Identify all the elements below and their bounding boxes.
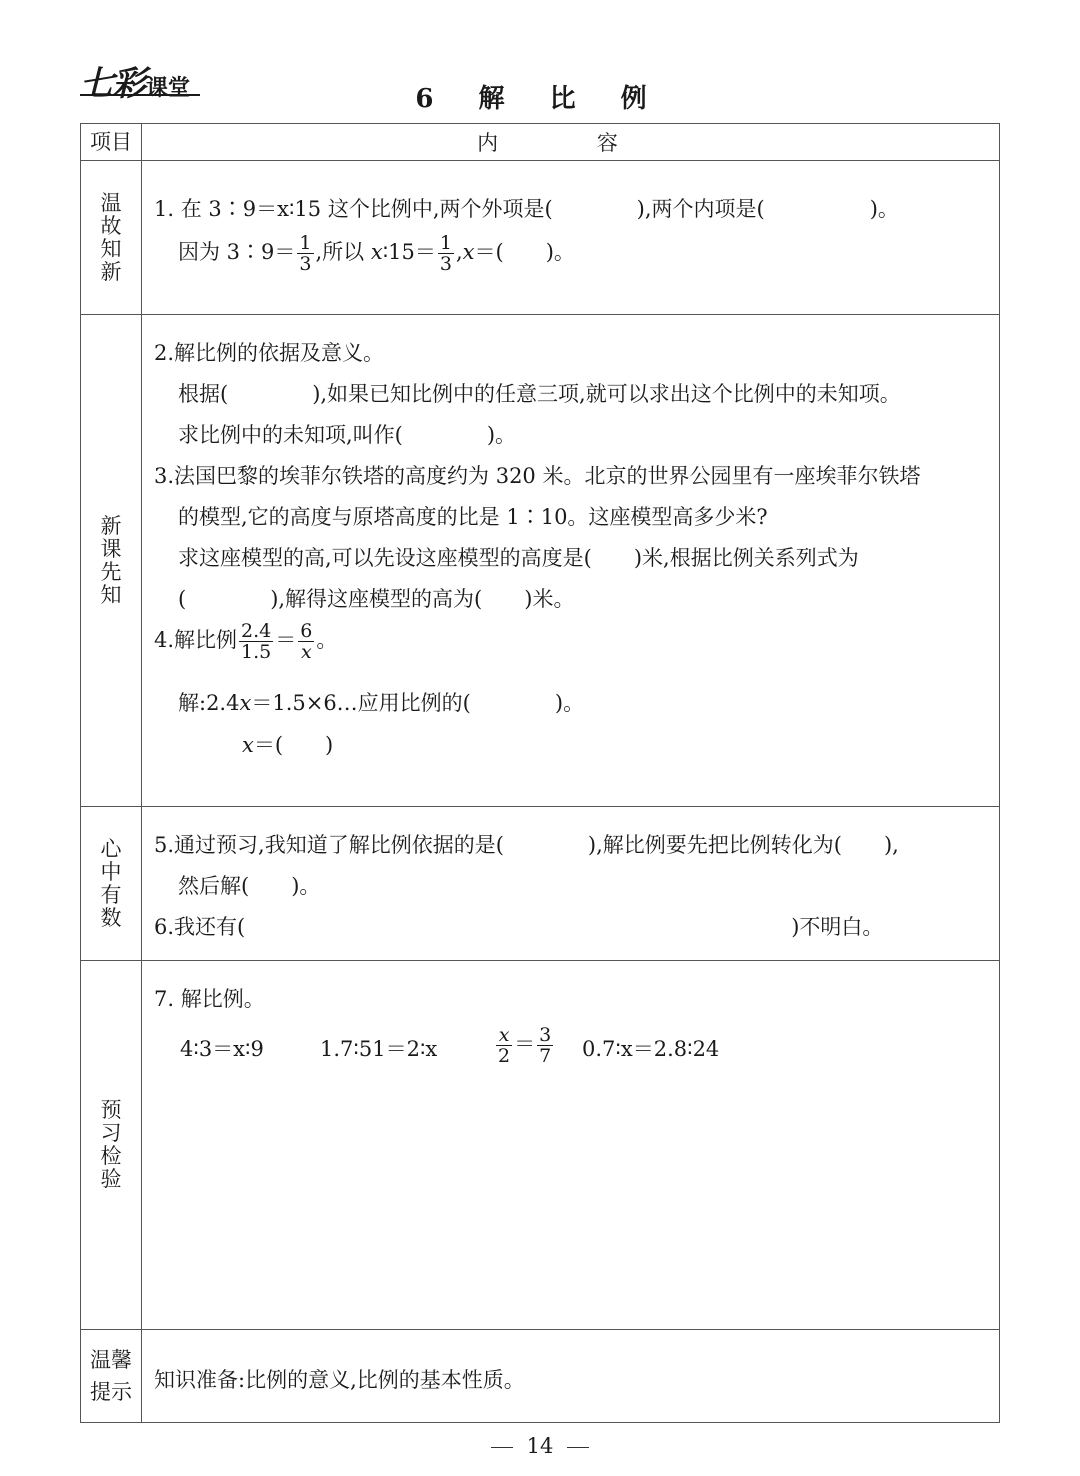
logo-sub-text: 课堂 <box>146 76 191 101</box>
fraction: $\frac{6}{x}$ <box>300 620 313 663</box>
section-content-tips <box>142 1330 1000 1423</box>
section-check <box>81 961 1000 1330</box>
equation-4: 0.7∶x＝2.8∶24 <box>582 1037 720 1061</box>
worksheet-table <box>80 123 1000 1423</box>
section-label-tips: 温馨提示 <box>90 1348 132 1404</box>
logo-brush-text: 七彩 <box>80 64 144 104</box>
equation-3: $\frac{x}{2}$ ＝ $\frac{3}{7}$ <box>498 1024 552 1067</box>
section-content-review <box>142 161 1000 315</box>
section-content-check <box>142 961 1000 1330</box>
question-2: 2.解比例的依据及意义。 <box>154 341 385 365</box>
section-label-review: 温故知新 <box>100 190 122 284</box>
section-content-mind <box>142 807 1000 961</box>
question-2-line-2: 根据( ),如果已知比例中的任意三项,就可以求出这个比例中的未知项。 <box>178 382 901 406</box>
tips-text: 知识准备:比例的意义,比例的基本性质。 <box>154 1368 525 1392</box>
section-tips <box>81 1330 1000 1423</box>
fraction: $\frac{1}{3}$ <box>299 232 312 275</box>
fraction: $\frac{3}{7}$ <box>539 1024 552 1067</box>
page-number: 14 <box>526 1434 554 1458</box>
section-content-preview <box>142 315 1000 807</box>
question-1-line-2: 因为 3∶9＝ $\frac{1}{3}$ ,所以 x∶15＝ $\frac{1}{3}$ ,x＝( )。 <box>178 232 575 275</box>
question-6: 6.我还有( )不明白。 <box>154 915 884 939</box>
question-2-line-3: 求比例中的未知项,叫作( )。 <box>178 423 517 447</box>
question-3-line-2: 的模型,它的高度与原塔高度的比是 1∶10。这座模型高多少米? <box>178 505 768 529</box>
question-4-answer: x＝( ) <box>242 733 334 757</box>
question-7: 7. 解比例。 <box>154 987 265 1011</box>
question-4: 4.解比例 $\frac{2.4}{1.5}$ ＝ $\frac{6}{x}$ 。 <box>154 620 338 663</box>
page-footer <box>0 1434 1080 1458</box>
question-1: 1. 在 3∶9＝x∶15 这个比例中,两个外项是( ),两个内项是( )。 <box>154 197 899 221</box>
question-3-line-4: ( ),解得这座模型的高为( )米。 <box>178 587 575 611</box>
section-preview <box>81 315 1000 807</box>
question-4-solution: 解:2.4x＝1.5×6…应用比例的( )。 <box>178 691 585 715</box>
fraction: $\frac{2.4}{1.5}$ <box>241 620 272 663</box>
section-mind <box>81 807 1000 961</box>
equation-2: 1.7∶51＝2∶x <box>320 1037 438 1061</box>
equation-1: 4∶3＝x∶9 <box>180 1037 264 1061</box>
fraction: $\frac{x}{2}$ <box>498 1024 511 1067</box>
table-header-row <box>81 124 1000 161</box>
section-label-check: 预习检验 <box>100 1098 122 1191</box>
section-label-preview: 新课先知 <box>100 513 122 607</box>
question-5: 5.通过预习,我知道了解比例依据的是( ),解比例要先把比例转化为( ), <box>154 833 899 857</box>
page-title: 6 解 比 例 <box>415 84 665 114</box>
question-3: 3.法国巴黎的埃菲尔铁塔的高度约为 320 米。北京的世界公园里有一座埃菲尔铁塔 <box>154 464 921 488</box>
fraction: $\frac{1}{3}$ <box>439 232 452 275</box>
header-content: 内 容 <box>142 124 1000 161</box>
section-review <box>81 161 1000 315</box>
question-5-line-2: 然后解( )。 <box>178 874 321 898</box>
header-item: 项目 <box>81 124 142 161</box>
question-3-line-3: 求这座模型的高,可以先设这座模型的高度是( )米,根据比例关系列式为 <box>178 546 859 570</box>
section-label-mind: 心中有数 <box>100 836 122 930</box>
